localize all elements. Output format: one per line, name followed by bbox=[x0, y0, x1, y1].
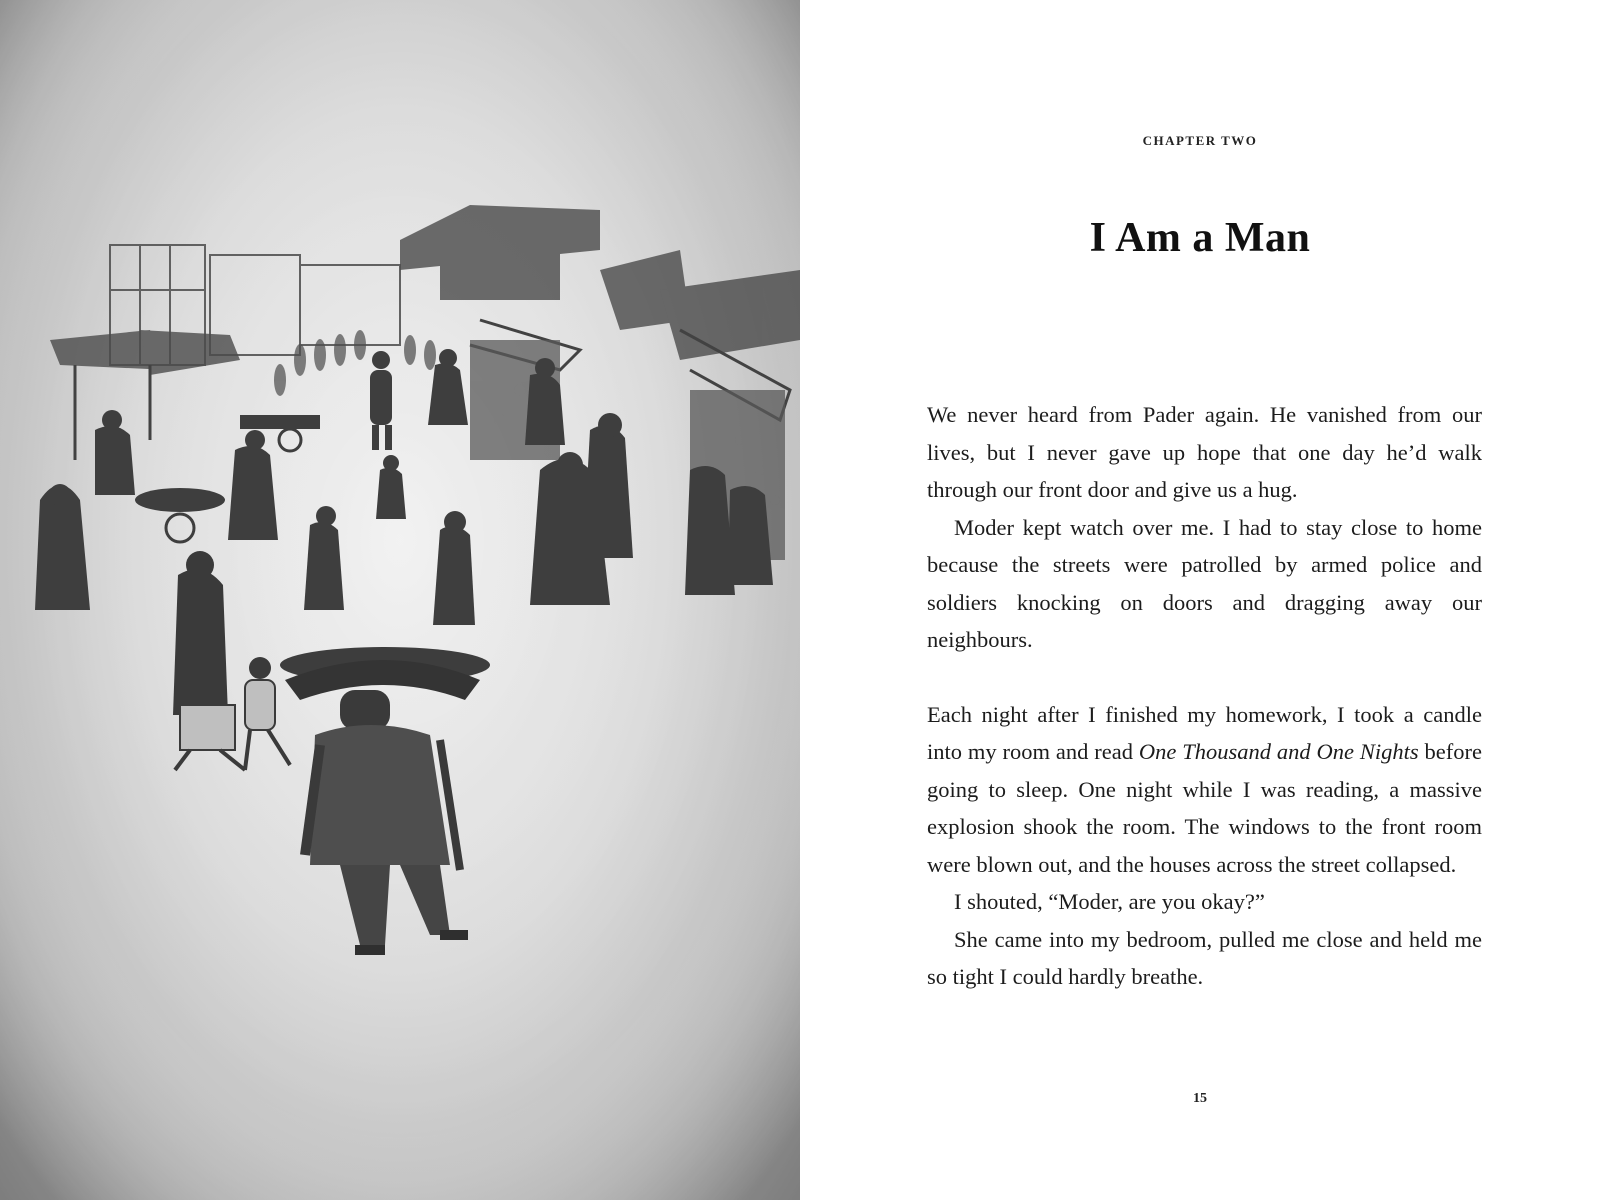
chapter-label: CHAPTER TWO bbox=[1142, 133, 1258, 148]
paragraph-5: She came into my bedroom, pulled me close and held me so tight I could hardly breathe. bbox=[927, 926, 1482, 989]
paragraph-3-after: before going to sleep. One night while I was reading, a massive explosion shook the room. The windows to the front room were blown out, and the houses across the street collapsed. bbox=[927, 739, 1482, 877]
chapter-body bbox=[927, 396, 1482, 996]
page-number: 15 bbox=[1193, 1091, 1207, 1106]
paragraph-3-before: Each night after I finished my homework, I took a candle into my room and read bbox=[927, 701, 1482, 764]
paragraph-3 bbox=[927, 696, 1482, 884]
chapter-title: I Am a Man bbox=[1089, 215, 1311, 261]
paragraph-4: I shouted, “Moder, are you okay?” bbox=[954, 889, 1265, 914]
book-title: One Thousand and One Nights bbox=[1138, 739, 1419, 764]
paragraph-2: Moder kept watch over me. I had to stay close to home because the streets were patrolled by armed police and soldiers knocking on doors and dragging away our neighbours. bbox=[927, 514, 1482, 652]
text-page bbox=[800, 0, 1600, 1200]
paragraph-1: We never heard from Pader again. He vanished from our lives, but I never gave up hope that one day he’d walk through our front door and give us a hug. bbox=[927, 402, 1482, 502]
